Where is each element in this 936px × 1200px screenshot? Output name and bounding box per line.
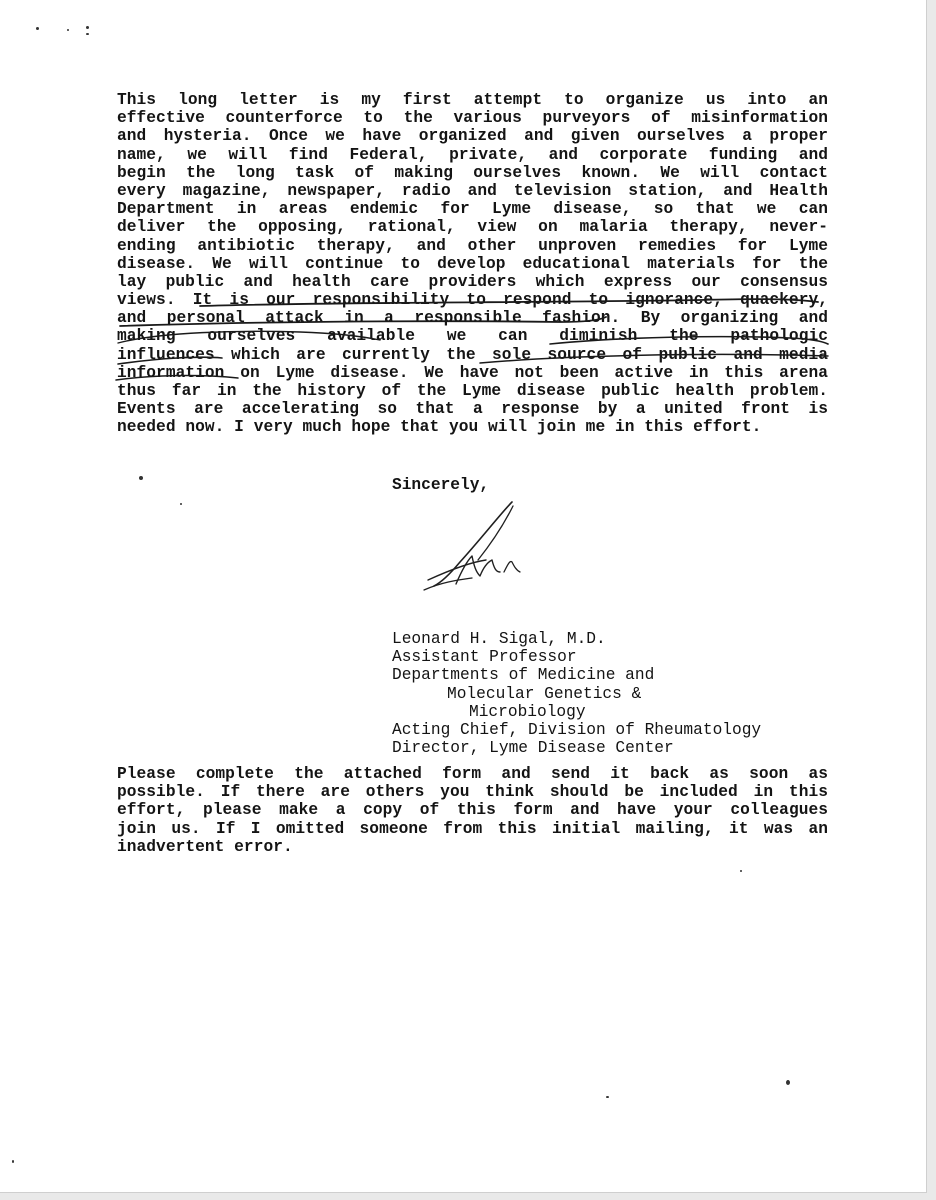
body-line: disease. We will continue to develop educational materials for the	[117, 254, 828, 273]
body-line: influences which are currently the sole source of public and media	[117, 345, 828, 364]
signer-department-cont: Molecular Genetics &	[447, 684, 642, 703]
letter-body	[117, 91, 828, 437]
scan-speck	[86, 26, 89, 29]
body-line: and personal attack in a responsible fashion. By organizing and	[117, 309, 828, 328]
postscript-line: Please complete the attached form and send it back as soon as	[117, 765, 828, 783]
body-line: making ourselves available we can diminish the pathologic	[117, 327, 828, 346]
body-line: and hysteria. Once we have organized and given ourselves a proper	[117, 127, 828, 146]
scan-speck	[786, 1080, 790, 1085]
handwritten-signature	[420, 500, 530, 595]
postscript	[117, 765, 828, 856]
scan-speck	[139, 476, 143, 480]
postscript-line: possible. If there are others you think should be included in this	[117, 783, 828, 802]
body-line: begin the long task of making ourselves known. We will contact	[117, 163, 828, 182]
body-line: needed now. I very much hope that you will join me in this effort.	[117, 418, 762, 437]
body-line: thus far in the history of the Lyme disease public health problem.	[117, 382, 828, 400]
signer-chief-role: Acting Chief, Division of Rheumatology	[392, 720, 762, 739]
postscript-line: effort, please make a copy of this form and have your colleagues	[117, 801, 828, 820]
scan-speck	[36, 27, 39, 30]
body-line: views. It is our responsibility to respond to ignorance, quackery,	[117, 291, 828, 310]
signer-department: Departments of Medicine and	[392, 666, 655, 685]
signer-department-cont: Microbiology	[469, 702, 586, 721]
scan-speck	[86, 33, 89, 35]
body-line: lay public and health care providers which express our consensus	[117, 272, 828, 291]
body-line: information on Lyme disease. We have not been active in this arena	[117, 363, 828, 382]
body-line: every magazine, newspaper, radio and television station, and Health	[117, 181, 828, 200]
body-line: Events are accelerating so that a response by a united front is	[117, 400, 828, 419]
body-line: effective counterforce to the various purveyors of misinformation	[117, 109, 828, 128]
scan-speck	[12, 1160, 14, 1163]
closing-salutation: Sincerely,	[392, 476, 490, 494]
postscript-line: inadvertent error.	[117, 837, 293, 856]
signature-block	[392, 630, 761, 757]
body-line: This long letter is my first attempt to organize us into an	[117, 91, 828, 109]
signer-title: Assistant Professor	[392, 648, 577, 667]
scan-speck	[606, 1096, 609, 1098]
body-line: Department in areas endemic for Lyme disease, so that we can	[117, 200, 828, 219]
body-line: ending antibiotic therapy, and other unproven remedies for Lyme	[117, 236, 828, 255]
scan-speck	[740, 870, 742, 872]
body-line: deliver the opposing, rational, view on malaria therapy, never-	[117, 218, 828, 237]
signer-name: Leonard H. Sigal, M.D.	[392, 630, 606, 648]
signer-director-role: Director, Lyme Disease Center	[392, 739, 674, 758]
scan-speck	[67, 29, 69, 31]
body-line: name, we will find Federal, private, and corporate funding and	[117, 145, 828, 164]
scan-speck	[180, 503, 182, 505]
postscript-line: join us. If I omitted someone from this initial mailing, it was an	[117, 819, 828, 838]
